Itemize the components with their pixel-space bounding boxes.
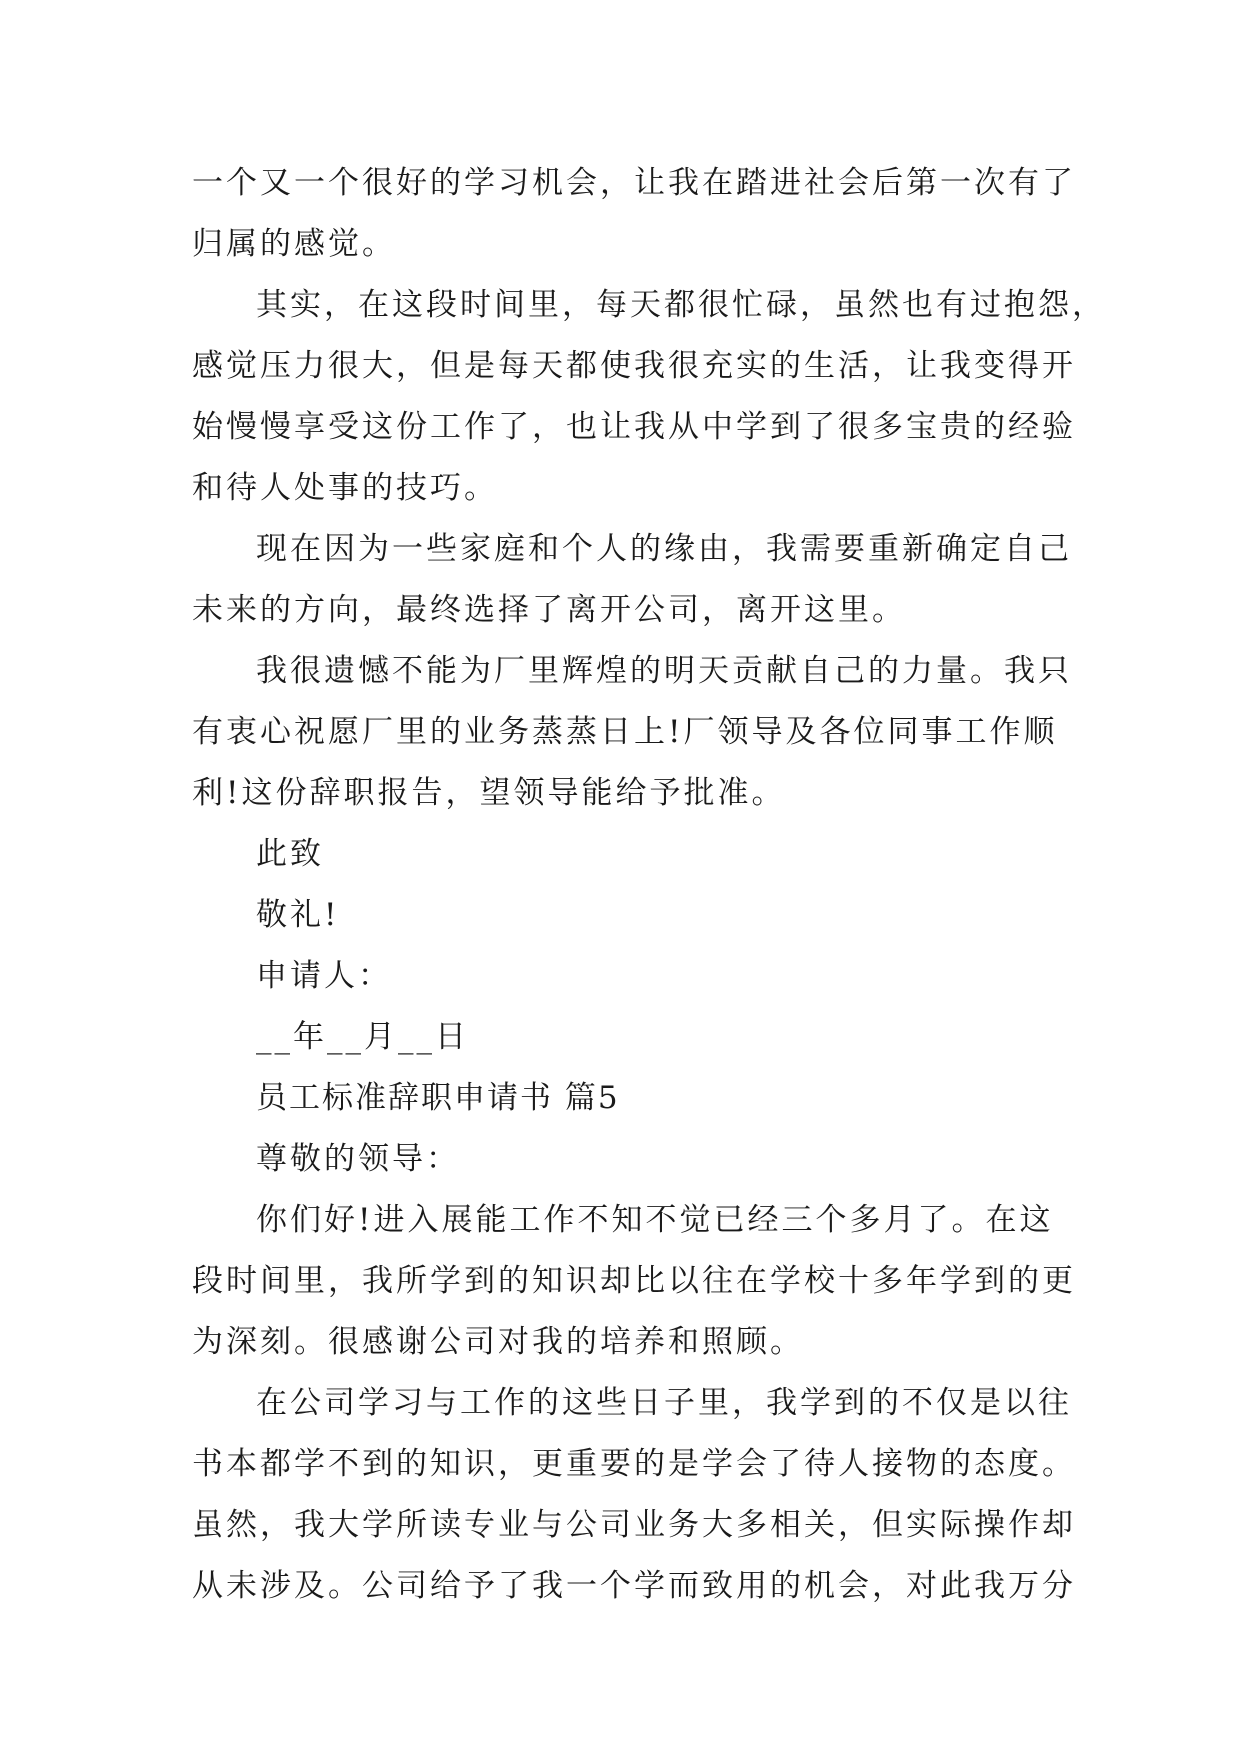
text-line: 书本都学不到的知识，更重要的是学会了待人接物的态度。 [192,1446,1076,1482]
paragraph-start: 你们好!进入展能工作不知不觉已经三个多月了。在这 [256,1202,1054,1238]
text-line: 和待人处事的技巧。 [192,470,498,506]
text-line: 始慢慢享受这份工作了，也让我从中学到了很多宝贵的经验 [192,409,1076,445]
text-line: 感觉压力很大，但是每天都使我很充实的生活，让我变得开 [192,348,1076,384]
paragraph-start: 我很遗憾不能为厂里辉煌的明天贡献自己的力量。我只 [256,653,1072,689]
text-line: 虽然，我大学所读专业与公司业务大多相关，但实际操作却 [192,1507,1076,1543]
text-line: 为深刻。很感谢公司对我的培养和照顾。 [192,1324,804,1360]
applicant-label: 申请人： [256,958,392,994]
section-heading: 员工标准辞职申请书 篇5 [256,1080,620,1116]
letter-greeting: 尊敬的领导： [256,1141,460,1177]
text-line: 一个又一个很好的学习机会，让我在踏进社会后第一次有了 [192,165,1076,201]
text-line: 从未涉及。公司给予了我一个学而致用的机会，对此我万分 [192,1568,1076,1604]
closing-regards: 敬礼! [256,897,340,933]
text-line: 归属的感觉。 [192,226,396,262]
date-placeholder: __年__月__日 [256,1019,469,1055]
paragraph-start: 现在因为一些家庭和个人的缘由，我需要重新确定自己 [256,531,1072,567]
paragraph-start: 在公司学习与工作的这些日子里，我学到的不仅是以往 [256,1385,1072,1421]
text-line: 未来的方向，最终选择了离开公司，离开这里。 [192,592,906,628]
paragraph-start: 其实，在这段时间里，每天都很忙碌，虽然也有过抱怨， [256,287,1106,323]
text-line: 利!这份辞职报告，望领导能给予批准。 [192,775,786,811]
text-line: 段时间里，我所学到的知识却比以往在学校十多年学到的更 [192,1263,1076,1299]
closing-salutation: 此致 [256,836,324,872]
text-line: 有衷心祝愿厂里的业务蒸蒸日上!厂领导及各位同事工作顺 [192,714,1058,750]
document-body [192,153,1106,1617]
